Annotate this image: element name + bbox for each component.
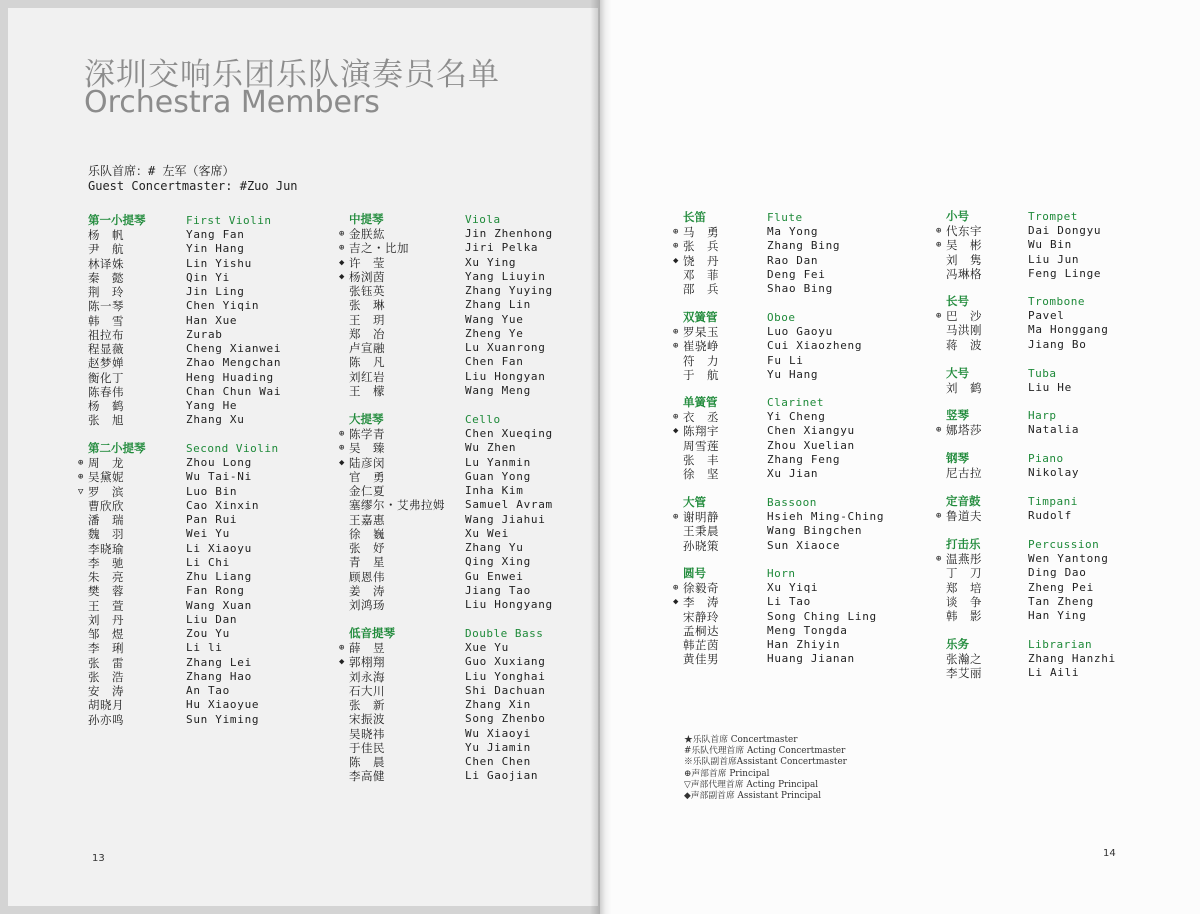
member-name-cn: 张 新 bbox=[349, 698, 385, 712]
member-name-en: Xu Yiqi bbox=[767, 581, 819, 594]
member-name-en: Jin Zhenhong bbox=[465, 227, 553, 240]
member-name-cn: 徐毅奇 bbox=[683, 581, 719, 595]
member-name-en: Zou Yu bbox=[186, 627, 230, 640]
rank-symbol: ⊕ bbox=[936, 425, 942, 435]
member-name-cn: 李晓瑜 bbox=[88, 541, 124, 556]
member-name-cn: 娜塔莎 bbox=[946, 423, 982, 437]
member-name-cn: 杨 鹤 bbox=[88, 399, 124, 413]
member-name-en: Hu Xiaoyue bbox=[186, 698, 260, 712]
member-name-cn: 王嘉惠 bbox=[349, 512, 385, 527]
member-name-en: Huang Jianan bbox=[767, 652, 855, 666]
member-name-cn: 卢宣融 bbox=[349, 341, 385, 355]
member-name-cn: 赵梦婵 bbox=[88, 356, 124, 371]
member-name-en: Chen Xiangyu bbox=[767, 424, 855, 438]
member-name-en: Nikolay bbox=[1028, 466, 1080, 479]
member-name-cn: 王 玥 bbox=[349, 312, 385, 327]
legend-principal: ⊕声部首席 Principal bbox=[684, 768, 770, 779]
member-name-en: Shao Bing bbox=[767, 282, 833, 295]
member-name-cn: 程显薇 bbox=[88, 342, 124, 356]
rank-symbol: ◆ bbox=[339, 271, 345, 282]
section-heading-en: Second Violin bbox=[186, 442, 279, 455]
member-name-cn: 金朕紘 bbox=[349, 227, 385, 241]
member-name-cn: 王 檬 bbox=[349, 383, 385, 398]
member-name-cn: 潘 瑞 bbox=[88, 513, 124, 527]
member-name-cn: 郭栩翔 bbox=[349, 655, 385, 670]
member-name-en: Gu Enwei bbox=[465, 569, 524, 583]
member-name-en: Luo Bin bbox=[186, 484, 238, 498]
member-name-en: Han Zhiyin bbox=[767, 638, 841, 651]
section-heading-cn: 第一小提琴 bbox=[88, 213, 146, 227]
member-name-en: Sun Xiaoce bbox=[767, 538, 841, 552]
member-name-en: Jiang Bo bbox=[1028, 337, 1087, 351]
member-name-cn: 谢明静 bbox=[683, 510, 719, 524]
member-name-cn: 李 驰 bbox=[88, 555, 124, 570]
member-name-cn: 冯琳格 bbox=[946, 266, 982, 281]
member-name-cn: 蒋 波 bbox=[946, 337, 982, 352]
member-name-cn: 吴 彬 bbox=[946, 238, 982, 253]
guest-concertmaster-cn: 乐队首席：# 左军（客席） bbox=[88, 164, 235, 178]
member-name-cn: 樊 蓉 bbox=[88, 584, 124, 599]
member-name-en: Wen Yantong bbox=[1028, 552, 1109, 565]
section-heading-cn: 双簧管 bbox=[683, 310, 718, 324]
section-heading-en: Timpani bbox=[1028, 495, 1078, 508]
member-name-cn: 谈 争 bbox=[946, 594, 982, 609]
member-name-en: Cao Xinxin bbox=[186, 498, 260, 512]
member-name-en: Zhao Mengchan bbox=[186, 356, 282, 370]
member-name-en: Ding Dao bbox=[1028, 566, 1087, 580]
section-heading-cn: 长笛 bbox=[683, 210, 706, 224]
member-name-cn: 韩 影 bbox=[946, 609, 982, 623]
rank-symbol: ⊕ bbox=[936, 226, 942, 236]
section-heading-cn: 圆号 bbox=[683, 566, 706, 580]
member-name-cn: 吴晓祎 bbox=[349, 726, 385, 741]
section-heading-cn: 钢琴 bbox=[946, 451, 969, 465]
member-name-en: Pavel bbox=[1028, 309, 1065, 322]
rank-symbol: ⊕ bbox=[339, 643, 345, 653]
section-heading-en: Cello bbox=[465, 413, 501, 426]
member-name-en: Chen Chen bbox=[465, 755, 531, 768]
member-name-cn: 官 勇 bbox=[349, 469, 385, 484]
rank-symbol: ◆ bbox=[673, 426, 679, 437]
member-name-en: Ma Honggang bbox=[1028, 323, 1109, 337]
member-name-en: Fan Rong bbox=[186, 584, 245, 598]
member-name-cn: 张 丰 bbox=[683, 452, 719, 467]
member-name-en: Xu Wei bbox=[465, 526, 509, 540]
member-name-cn: 荆 玲 bbox=[88, 285, 124, 299]
member-name-en: Cheng Xianwei bbox=[186, 342, 282, 355]
section-heading-en: Flute bbox=[767, 211, 803, 224]
member-name-en: Heng Huading bbox=[186, 370, 274, 384]
member-name-en: Han Xue bbox=[186, 313, 238, 327]
member-name-en: Zhang Lei bbox=[186, 655, 252, 669]
legend-concertmaster: ★乐队首席 Concertmaster bbox=[684, 735, 798, 745]
member-name-cn: 宋静玲 bbox=[683, 609, 719, 624]
member-name-cn: 王秉晨 bbox=[683, 524, 719, 539]
member-name-cn: 杨 帆 bbox=[88, 228, 124, 242]
member-name-cn: 姜 涛 bbox=[349, 583, 385, 598]
section-heading-cn: 打击乐 bbox=[946, 537, 981, 551]
rank-symbol: ◆ bbox=[339, 657, 345, 668]
member-name-cn: 张 旭 bbox=[88, 413, 124, 428]
member-name-cn: 李 琍 bbox=[88, 641, 124, 656]
member-name-en: Ma Yong bbox=[767, 225, 819, 238]
member-name-cn: 于佳民 bbox=[349, 740, 385, 755]
section-heading-en: Horn bbox=[767, 567, 796, 580]
member-name-cn: 吴黛妮 bbox=[88, 470, 124, 485]
member-name-cn: 周雪莲 bbox=[683, 438, 719, 453]
page-number-left: 13 bbox=[92, 853, 105, 864]
member-name-en: Dai Dongyu bbox=[1028, 224, 1102, 237]
member-name-cn: 张钰英 bbox=[349, 284, 385, 298]
member-name-cn: 韩 雪 bbox=[88, 313, 124, 328]
rank-symbol: ⊕ bbox=[673, 241, 679, 252]
section-heading-cn: 小号 bbox=[946, 209, 969, 223]
member-name-cn: 吴 臻 bbox=[349, 441, 385, 456]
member-name-cn: 胡晓月 bbox=[88, 698, 124, 713]
member-name-en: Wu Bin bbox=[1028, 238, 1072, 252]
member-name-en: Cui Xiaozheng bbox=[767, 339, 863, 353]
section-heading-cn: 第二小提琴 bbox=[88, 441, 146, 455]
member-name-cn: 石大川 bbox=[349, 683, 385, 698]
member-name-cn: 杨浏茵 bbox=[349, 269, 385, 284]
member-name-cn: 罗 滨 bbox=[88, 484, 124, 499]
page-number-right: 14 bbox=[1103, 848, 1116, 859]
section-heading-en: Piano bbox=[1028, 452, 1064, 465]
member-name-en: Li li bbox=[186, 641, 223, 655]
symbol-legend bbox=[684, 735, 847, 802]
rank-symbol: ◆ bbox=[673, 255, 679, 266]
legend-acting-concertmaster: #乐队代理首席 Acting Concertmaster bbox=[684, 746, 846, 757]
member-name-en: Zurab bbox=[186, 327, 223, 341]
member-name-en: Wei Yu bbox=[186, 527, 230, 541]
rank-symbol: ⊕ bbox=[673, 227, 679, 237]
member-name-cn: 饶 丹 bbox=[683, 253, 719, 268]
member-name-cn: 李艾丽 bbox=[946, 666, 982, 681]
member-name-en: Xu Jian bbox=[767, 467, 819, 480]
rank-symbol: ◆ bbox=[673, 597, 679, 608]
member-name-cn: 林译姝 bbox=[88, 256, 124, 271]
member-name-cn: 张瀚之 bbox=[946, 652, 982, 666]
guest-concertmaster bbox=[88, 164, 298, 194]
member-name-cn: 崔骁峥 bbox=[683, 339, 719, 354]
member-name-en: Li Aili bbox=[1028, 666, 1080, 680]
member-name-cn: 张 妤 bbox=[349, 541, 385, 555]
section-heading-en: Tuba bbox=[1028, 367, 1057, 380]
member-name-en: Luo Gaoyu bbox=[767, 325, 833, 338]
member-name-en: Jin Ling bbox=[186, 285, 245, 298]
section-heading-en: Harp bbox=[1028, 409, 1057, 422]
member-name-cn: 曹欣欣 bbox=[88, 498, 124, 513]
rank-symbol: ◆ bbox=[339, 257, 345, 268]
member-name-cn: 吉之・比加 bbox=[349, 241, 409, 256]
member-name-cn: 宋振波 bbox=[349, 712, 385, 727]
rank-symbol: ⊕ bbox=[936, 240, 942, 251]
member-name-en: Zhang Xu bbox=[186, 413, 245, 427]
member-name-en: Inha Kim bbox=[465, 484, 524, 497]
member-name-en: Chan Chun Wai bbox=[186, 384, 282, 398]
member-name-en: Song Ching Ling bbox=[767, 609, 877, 623]
member-name-cn: 刘 丹 bbox=[88, 612, 124, 627]
member-name-en: Lu Yanmin bbox=[465, 455, 531, 469]
section-heading-en: Librarian bbox=[1028, 638, 1093, 651]
member-name-cn: 邓 菲 bbox=[683, 267, 719, 282]
page-title-chinese: 深圳交响乐团乐队演奏员名单 bbox=[84, 57, 500, 93]
member-name-cn: 王 萱 bbox=[88, 598, 124, 613]
member-name-en: Sun Yiming bbox=[186, 712, 260, 726]
section-heading-en: First Violin bbox=[186, 214, 272, 227]
rank-symbol: ⊕ bbox=[339, 429, 345, 439]
rank-symbol: ◆ bbox=[339, 457, 345, 468]
member-name-cn: 代东宇 bbox=[946, 224, 982, 238]
member-name-cn: 陈 晨 bbox=[349, 755, 385, 769]
member-name-en: Lin Yishu bbox=[186, 256, 252, 270]
member-name-cn: 罗杲玉 bbox=[683, 325, 719, 339]
member-name-cn: 邵 兵 bbox=[683, 282, 719, 296]
rank-symbol: ⊕ bbox=[936, 511, 942, 521]
member-name-cn: 符 力 bbox=[683, 353, 719, 368]
member-name-en: Yu Hang bbox=[767, 367, 819, 381]
member-name-en: Yin Hang bbox=[186, 242, 245, 256]
member-name-en: Liu Hongyang bbox=[465, 598, 553, 611]
member-name-en: Li Chi bbox=[186, 555, 230, 569]
rank-symbol: ▽ bbox=[78, 486, 84, 497]
member-name-en: Guo Xuxiang bbox=[465, 655, 546, 669]
section-heading-en: Trompet bbox=[1028, 210, 1078, 223]
member-name-en: Zhang Xin bbox=[465, 698, 531, 711]
member-name-cn: 徐 坚 bbox=[683, 467, 719, 481]
section-heading-cn: 大提琴 bbox=[349, 412, 384, 426]
member-name-en: Liu Jun bbox=[1028, 252, 1080, 266]
member-name-cn: 刘 隽 bbox=[946, 252, 982, 267]
book-spine bbox=[590, 0, 612, 914]
member-name-en: Wu Tai-Ni bbox=[186, 470, 252, 484]
member-name-cn: 刘鸿玚 bbox=[349, 598, 385, 612]
page-title-english: Orchestra Members bbox=[84, 85, 380, 120]
member-name-en: Zhou Long bbox=[186, 456, 252, 469]
member-name-en: Liu Yonghai bbox=[465, 669, 546, 683]
member-name-en: Rudolf bbox=[1028, 509, 1072, 522]
member-name-cn: 温燕彤 bbox=[946, 552, 982, 566]
member-name-cn: 陈翔宇 bbox=[683, 424, 719, 439]
member-name-en: Zhang Bing bbox=[767, 239, 841, 253]
member-name-cn: 尹 航 bbox=[88, 242, 124, 257]
member-name-cn: 韩芷茵 bbox=[683, 638, 719, 652]
member-name-en: Wang Jiahui bbox=[465, 512, 546, 526]
rank-symbol: ⊕ bbox=[339, 243, 345, 254]
member-name-cn: 张 浩 bbox=[88, 669, 124, 684]
member-name-cn: 黄佳男 bbox=[683, 652, 719, 667]
member-name-en: Wang Bingchen bbox=[767, 524, 863, 538]
section-heading-cn: 单簧管 bbox=[683, 395, 718, 409]
member-name-en: Han Ying bbox=[1028, 609, 1087, 622]
member-name-en: Natalia bbox=[1028, 423, 1080, 436]
member-name-cn: 张 琳 bbox=[349, 298, 385, 313]
member-name-cn: 衣 丞 bbox=[683, 410, 719, 424]
rank-symbol: ⊕ bbox=[673, 512, 679, 522]
member-name-en: Zhang Yuying bbox=[465, 284, 553, 297]
member-name-en: Li Xiaoyu bbox=[186, 541, 252, 555]
member-name-cn: 朱 亮 bbox=[88, 570, 124, 584]
member-name-cn: 陈 凡 bbox=[349, 355, 385, 370]
member-name-en: Wu Xiaoyi bbox=[465, 726, 531, 740]
member-name-cn: 薛 昱 bbox=[349, 641, 385, 655]
member-name-en: Chen Fan bbox=[465, 355, 524, 369]
member-name-cn: 周 龙 bbox=[88, 456, 124, 470]
member-name-cn: 刘 鹤 bbox=[946, 381, 982, 395]
legend-assistant-principal: ◆声部副首席 Assistant Principal bbox=[684, 791, 822, 802]
member-name-en: Fu Li bbox=[767, 353, 804, 367]
member-name-cn: 孟桐达 bbox=[683, 623, 719, 638]
section-heading-cn: 乐务 bbox=[946, 637, 969, 651]
member-name-cn: 秦 懿 bbox=[88, 270, 124, 285]
member-name-cn: 巴 沙 bbox=[946, 309, 982, 323]
member-name-en: Wang Meng bbox=[465, 383, 531, 397]
member-name-en: Zhang Hanzhi bbox=[1028, 652, 1116, 665]
legend-acting-principal: ▽声部代理首席 Acting Principal bbox=[684, 779, 819, 790]
member-name-cn: 陆彦闵 bbox=[349, 455, 385, 470]
member-name-en: Yang Fan bbox=[186, 228, 245, 241]
member-name-en: Qin Yi bbox=[186, 270, 230, 284]
member-name-en: Zhu Liang bbox=[186, 570, 252, 583]
member-name-en: Tan Zheng bbox=[1028, 594, 1094, 608]
member-name-cn: 尼古拉 bbox=[946, 466, 982, 480]
member-name-en: Zhang Yu bbox=[465, 541, 524, 554]
rank-symbol: ⊕ bbox=[936, 554, 942, 564]
rank-symbol: ⊕ bbox=[78, 458, 84, 468]
member-name-en: Li Tao bbox=[767, 595, 811, 609]
member-name-cn: 鲁道夫 bbox=[946, 509, 982, 523]
member-name-en: Yi Cheng bbox=[767, 410, 826, 423]
section-heading-cn: 大号 bbox=[946, 366, 969, 380]
member-name-cn: 祖拉布 bbox=[88, 327, 124, 342]
member-name-cn: 李高健 bbox=[349, 769, 385, 784]
member-name-cn: 刘红岩 bbox=[349, 369, 385, 384]
member-name-en: Liu Hongyan bbox=[465, 369, 546, 383]
member-name-cn: 孙晓策 bbox=[683, 538, 719, 553]
member-name-cn: 丁 刀 bbox=[946, 566, 982, 581]
rank-symbol: ⊕ bbox=[673, 341, 679, 352]
member-name-en: Yang He bbox=[186, 399, 238, 412]
section-heading-en: Percussion bbox=[1028, 538, 1100, 551]
member-name-en: Xu Ying bbox=[465, 255, 517, 269]
member-name-en: Zhang Feng bbox=[767, 452, 841, 466]
member-name-en: Zhou Xuelian bbox=[767, 438, 855, 452]
rank-symbol: ⊕ bbox=[936, 311, 942, 321]
member-name-cn: 马 勇 bbox=[683, 225, 719, 239]
member-name-en: Wang Xuan bbox=[186, 598, 252, 612]
member-name-en: Hsieh Ming-Ching bbox=[767, 510, 885, 523]
member-name-cn: 于 航 bbox=[683, 367, 719, 382]
member-name-cn: 陈一琴 bbox=[88, 299, 124, 314]
member-name-en: Samuel Avram bbox=[465, 498, 553, 512]
member-name-en: Zhang Lin bbox=[465, 298, 531, 312]
member-name-cn: 顾恩伟 bbox=[349, 569, 385, 584]
member-name-en: Jiri Pelka bbox=[465, 241, 539, 255]
rank-symbol: ⊕ bbox=[339, 229, 345, 239]
member-name-cn: 孙亦鸣 bbox=[88, 712, 124, 727]
member-name-cn: 郑 冶 bbox=[349, 326, 385, 341]
member-name-en: Yang Liuyin bbox=[465, 269, 546, 283]
legend-assistant-concertmaster: ※乐队副首席Assistant Concertmaster bbox=[684, 757, 847, 768]
member-name-en: Liu Dan bbox=[186, 612, 238, 626]
rank-symbol: ⊕ bbox=[673, 583, 679, 593]
member-name-cn: 刘永海 bbox=[349, 669, 385, 684]
section-heading-en: Clarinet bbox=[767, 396, 824, 409]
member-name-cn: 魏 羽 bbox=[88, 527, 124, 542]
member-name-en: Wu Zhen bbox=[465, 441, 517, 455]
member-name-en: Feng Linge bbox=[1028, 266, 1102, 280]
member-name-cn: 邹 煜 bbox=[88, 627, 124, 641]
rank-symbol: ⊕ bbox=[78, 472, 84, 483]
member-name-cn: 金仁夏 bbox=[349, 484, 385, 498]
member-name-en: Deng Fei bbox=[767, 267, 826, 281]
member-name-en: Song Zhenbo bbox=[465, 712, 546, 726]
member-name-cn: 陈春伟 bbox=[88, 384, 124, 399]
rank-symbol: ⊕ bbox=[339, 443, 345, 454]
member-name-en: Zhang Hao bbox=[186, 669, 252, 683]
member-name-en: Liu He bbox=[1028, 381, 1072, 394]
member-name-cn: 陈学青 bbox=[349, 427, 385, 441]
member-name-en: Zheng Pei bbox=[1028, 580, 1094, 594]
member-name-en: Chen Xueqing bbox=[465, 427, 553, 440]
member-name-en: Chen Yiqin bbox=[186, 299, 260, 313]
member-name-en: Zheng Ye bbox=[465, 326, 524, 340]
section-heading-cn: 大管 bbox=[683, 495, 706, 509]
member-name-en: Meng Tongda bbox=[767, 623, 848, 637]
member-name-en: Wang Yue bbox=[465, 312, 524, 326]
section-heading-cn: 长号 bbox=[946, 294, 969, 308]
member-name-en: Xue Yu bbox=[465, 641, 509, 654]
section-heading-cn: 中提琴 bbox=[349, 212, 384, 226]
member-name-en: Jiang Tao bbox=[465, 583, 531, 597]
member-name-cn: 张 雷 bbox=[88, 655, 124, 670]
member-name-en: Li Gaojian bbox=[465, 769, 539, 783]
member-name-cn: 徐 巍 bbox=[349, 526, 385, 541]
rank-symbol: ⊕ bbox=[673, 412, 679, 422]
section-heading-cn: 低音提琴 bbox=[349, 626, 395, 640]
member-name-cn: 青 星 bbox=[349, 555, 385, 570]
member-name-cn: 马洪刚 bbox=[946, 323, 982, 338]
member-name-cn: 衡化丁 bbox=[88, 370, 124, 385]
member-name-en: Qing Xing bbox=[465, 555, 531, 569]
section-heading-en: Double Bass bbox=[465, 627, 544, 640]
section-heading-cn: 定音鼓 bbox=[946, 494, 981, 508]
member-name-en: Lu Xuanrong bbox=[465, 341, 546, 354]
member-name-cn: 张 兵 bbox=[683, 239, 719, 254]
member-name-cn: 郑 培 bbox=[946, 580, 982, 595]
member-name-en: Shi Dachuan bbox=[465, 683, 546, 697]
section-heading-en: Bassoon bbox=[767, 496, 817, 509]
member-name-en: Rao Dan bbox=[767, 253, 819, 267]
member-name-cn: 许 莹 bbox=[349, 255, 385, 270]
member-name-en: Yu Jiamin bbox=[465, 740, 531, 754]
section-heading-en: Viola bbox=[465, 213, 501, 226]
section-heading-en: Trombone bbox=[1028, 295, 1085, 308]
member-name-en: Guan Yong bbox=[465, 469, 531, 483]
member-name-cn: 安 涛 bbox=[88, 684, 124, 698]
rank-symbol: ⊕ bbox=[673, 327, 679, 337]
member-name-en: An Tao bbox=[186, 684, 230, 697]
section-heading-en: Oboe bbox=[767, 311, 796, 324]
member-name-cn: 塞缪尔・艾弗拉姆 bbox=[349, 498, 445, 513]
guest-concertmaster-en: Guest Concertmaster: #Zuo Jun bbox=[88, 179, 298, 193]
section-heading-cn: 竖琴 bbox=[946, 408, 969, 422]
member-name-en: Pan Rui bbox=[186, 513, 238, 526]
member-name-cn: 李 涛 bbox=[683, 595, 719, 610]
